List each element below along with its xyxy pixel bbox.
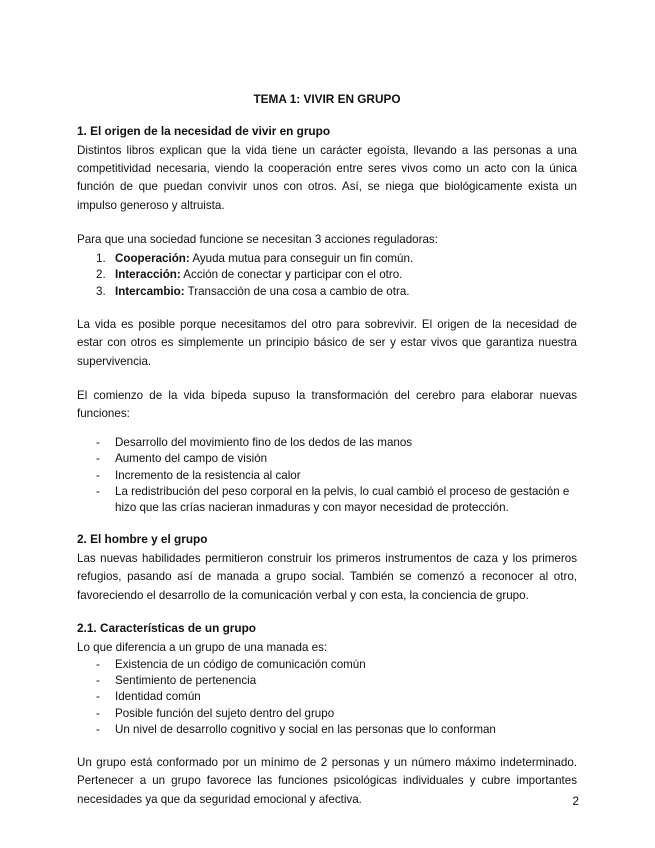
list-item: - Posible función del sujeto dentro del grupo bbox=[96, 706, 335, 720]
list-item: - Sentimiento de pertenencia bbox=[96, 674, 257, 688]
document-title: TEMA 1: VIVIR EN GRUPO bbox=[253, 92, 401, 106]
section-1-paragraph-2: Para que una sociedad funcione se necesitan 3 acciones reguladoras: bbox=[77, 232, 438, 246]
section-2-paragraph-1: Las nuevas habilidades permitieron construir los primeros instrumentos de caza y los primeros refugios, pasando así de manada a grupo social. También se comenzó a reconocer al otro, favoreciendo el desarrollo de la comunicación verbal y con esta, la conciencia de grupo. bbox=[77, 552, 577, 602]
list-item: - Existencia de un código de comunicación común bbox=[96, 658, 366, 672]
list-item: - Aumento del campo de visión bbox=[96, 452, 268, 466]
section-1-paragraph-3: La vida es posible porque necesitamos del otro para sobrevivir. El origen de la necesidad de estar con otros es simplemente un principio básico de ser y estar vivos que garantiza nuestra supervivencia. bbox=[77, 318, 577, 368]
list-item: - Desarrollo del movimiento fino de los dedos de las manos bbox=[96, 436, 413, 450]
list-item: 3. Intercambio: Transacción de una cosa a cambio de otra. bbox=[96, 284, 410, 298]
new-functions-list bbox=[77, 435, 577, 516]
group-characteristics-list bbox=[77, 657, 577, 738]
list-item: - Incremento de la resistencia al calor bbox=[96, 468, 301, 482]
section-1-paragraph-1: Distintos libros explican que la vida tiene un carácter egoísta, llevando a las personas a una competitividad necesaria, viendo la cooperación entre seres vivos como un acto con la única función de que puedan convivir unos con otros. Así, se niega que biológicamente exista un impulso generoso y altruista. bbox=[77, 144, 577, 212]
section-1-heading: 1. El origen de la necesidad de vivir en grupo bbox=[77, 124, 331, 138]
list-item: 1. Cooperación: Ayuda mutua para conseguir un fin común. bbox=[96, 252, 414, 266]
section-2-1-paragraph-1: Lo que diferencia a un grupo de una manada es: bbox=[77, 640, 328, 654]
section-2-1-heading: 2.1. Características de un grupo bbox=[77, 620, 256, 635]
page-content bbox=[77, 92, 577, 809]
regulatory-actions-list bbox=[77, 251, 577, 300]
list-item: 2. Interacción: Acción de conectar y participar con el otro. bbox=[96, 268, 403, 282]
section-2-heading: 2. El hombre y el grupo bbox=[77, 532, 208, 547]
section-1-paragraph-4: El comienzo de la vida bípeda supuso la transformación del cerebro para elaborar nuevas funciones: bbox=[77, 388, 577, 421]
list-item: - La redistribución del peso corporal en la pelvis, lo cual cambió el proceso de gestación e hizo que las crías nacieran inmaduras y con mayor necesidad de protección. bbox=[96, 484, 570, 515]
list-item: - Un nivel de desarrollo cognitivo y social en las personas que lo conforman bbox=[96, 722, 496, 736]
page-number: 2 bbox=[572, 794, 579, 808]
section-2-1-paragraph-2: Un grupo está conformado por un mínimo de 2 personas y un número máximo indeterminado. Pertenecer a un grupo favorece las funciones psicológicas individuales y cubre importantes necesidades ya que da seguridad emocional y afectiva. bbox=[77, 756, 577, 806]
list-item: - Identidad común bbox=[96, 690, 201, 704]
